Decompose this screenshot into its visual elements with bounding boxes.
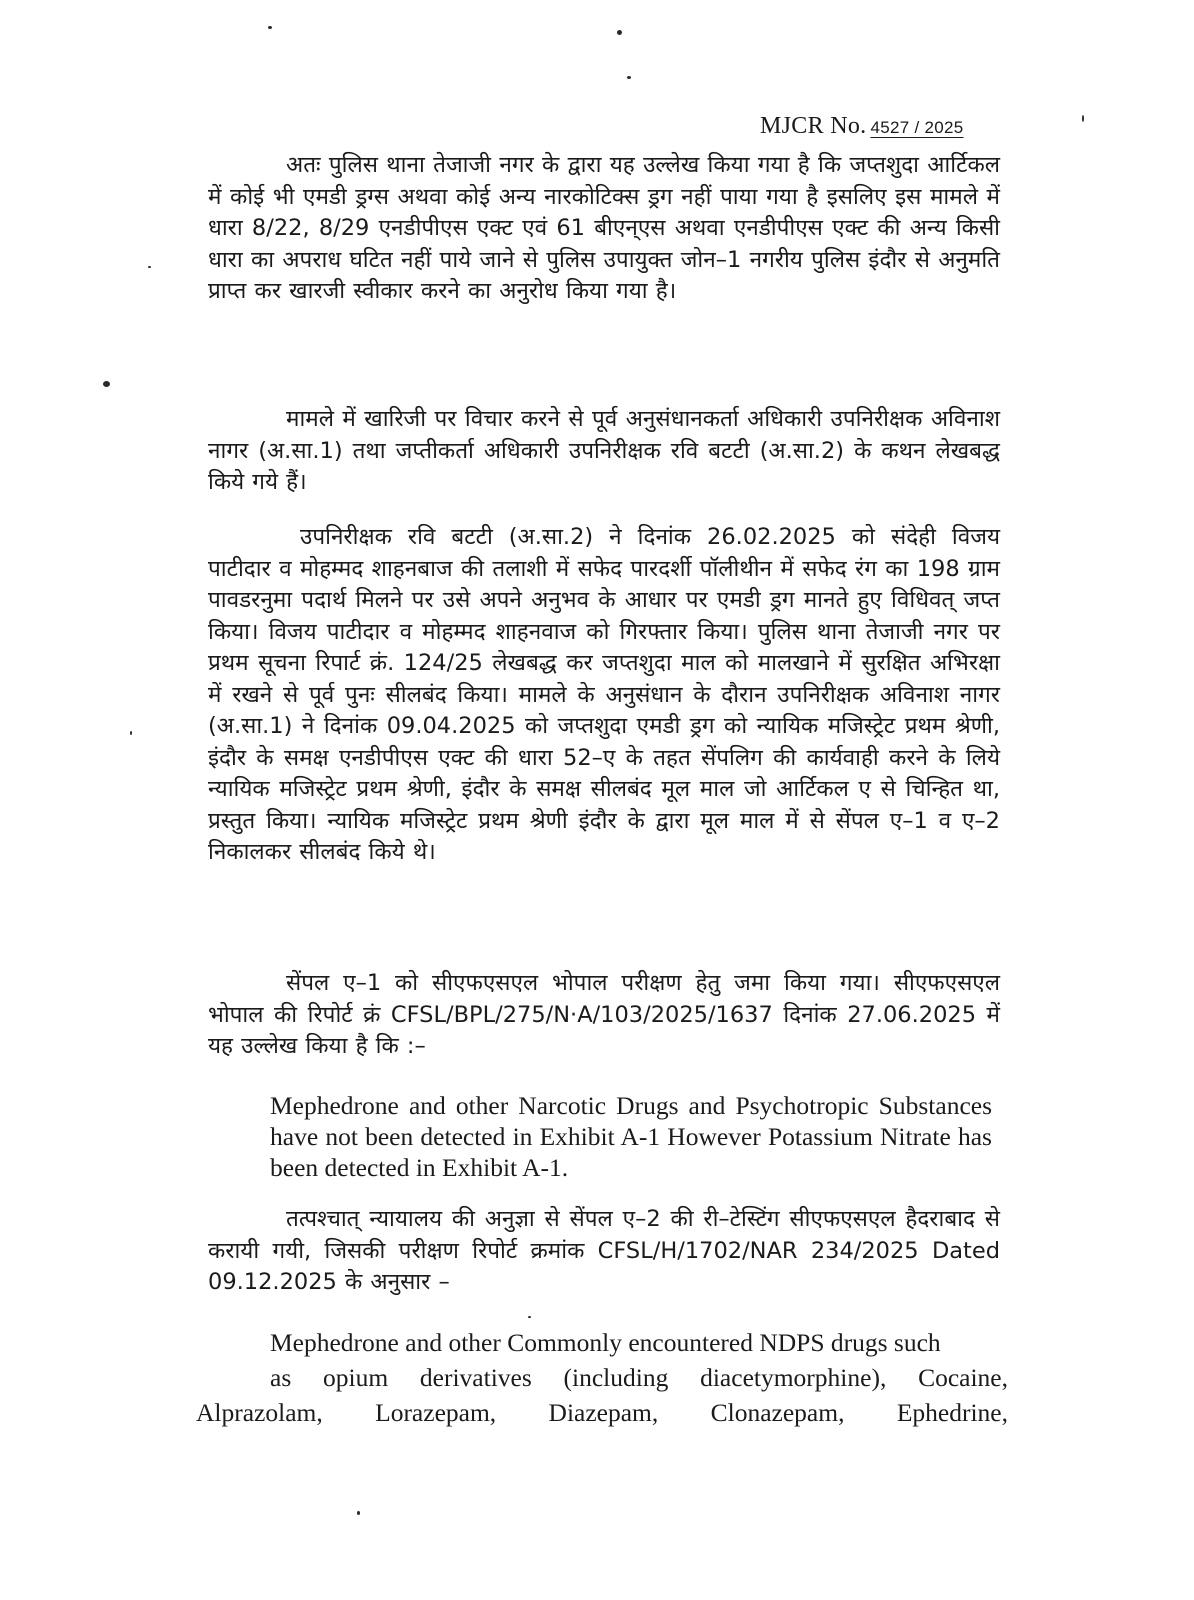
scan-speck — [617, 30, 622, 35]
paragraph-seizure-details: उपनिरीक्षक रवि बटटी (अ.सा.2) ने दिनांक 26.02.2025 को संदेही विजय पाटीदार व मोहम्मद शाहनबाज की तलाशी में सफेद पारदर्शी पॉलीथीन में सफेद रंग का 198 ग्राम पावडरनुमा पदार्थ मिलने पर उसे अपने अनुभव के आधार पर एमडी ड्रग मानते हुए विधिवत् जप्त किया। विजय पाटीदार व मोहम्मद शाहनवाज को गिरफ्तार किया। पुलिस थाना तेजाजी नगर पर प्रथम सूचना रिपार्ट क्रं. 124/25 लेखबद्ध कर जप्तशुदा माल को मालखाने में सुरक्षित अभिरक्षा में रखने से पूर्व पुनः सीलबंद किया। मामले के अनुसंधान के दौरान उपनिरीक्षक अविनाश नागर (अ.सा.1) ने दिनांक 09.04.2025 को जप्तशुदा एमडी ड्रग को न्यायिक मजिस्ट्रेट प्रथम श्रेणी, इंदौर के समक्ष एनडीपीएस एक्ट की धारा 52–ए के तहत सेंपलिग की कार्यवाही करने के लिये न्यायिक मजिस्ट्रेट प्रथम श्रेणी, इंदौर के समक्ष सीलबंद मूल माल जो आर्टिकल ए से चिन्हित था, प्रस्तुत किया। न्यायिक मजिस्ट्रेट प्रथम श्रेणी इंदौर के द्वारा मूल माल में से सेंपल ए–1 व ए–2 निकालकर सीलबंद किये थे। — [208, 524, 1000, 865]
paragraph-cfsl-hyderabad: तत्पश्चात् न्यायालय की अनुज्ञा से सेंपल ए–2 की री–टेस्टिंग सीएफएसएल हैदराबाद से करायी गयी, जिसकी परीक्षण रिपोर्ट क्रमांक CFSL/H/1702/NAR 234/2025 Dated 09.12.2025 के अनुसार – — [208, 1206, 1000, 1295]
quote-line: Alprazolam, Lorazepam, Diazepam, Clonazepam, Ephedrine, — [196, 1398, 1008, 1427]
scan-speck — [130, 731, 132, 735]
scan-speck — [627, 76, 631, 79]
case-number-label: MJCR No. — [760, 113, 867, 139]
scan-speck — [1082, 115, 1084, 122]
paragraph-cfsl-bhopal: सेंपल ए–1 को सीएफएसएल भोपाल परीक्षण हेतु जमा किया गया। सीएफएसएल भोपाल की रिपोर्ट क्रं CFSL/BPL/275/N·A/103/2025/1637 दिनांक 27.06.2025 में यह उल्लेख किया है कि :– — [208, 970, 1000, 1059]
case-number — [760, 113, 1020, 140]
quote-line: as opium derivatives (including diacetymorphine), Cocaine, — [270, 1363, 1008, 1392]
quote-cfsl-hyderabad-result — [196, 1325, 1008, 1430]
scan-speck — [357, 1511, 360, 1515]
quote-cfsl-bhopal-result: Mephedrone and other Narcotic Drugs and Psychotropic Substances have not been detected in Exhibit A-1 However Potassium Nitrate has been detected in Exhibit A-1. — [270, 1091, 992, 1182]
quote-line: Mephedrone and other Commonly encountered NDPS drugs such — [270, 1328, 941, 1357]
scan-speck — [268, 26, 272, 29]
scan-speck — [103, 381, 110, 387]
scan-speck — [528, 1316, 531, 1318]
paragraph-statements: मामले में खारिजी पर विचार करने से पूर्व अनुसंधानकर्ता अधिकारी उपनिरीक्षक अविनाश नागर (अ.सा.1) तथा जप्तीकर्ता अधिकारी उपनिरीक्षक रवि बटटी (अ.सा.2) के कथन लेखबद्ध किये गये हैं। — [208, 406, 1000, 495]
paragraph-dismissal-request: अतः पुलिस थाना तेजाजी नगर के द्वारा यह उल्लेख किया गया है कि जप्तशुदा आर्टिकल में कोई भी एमडी ड्रग्स अथवा कोई अन्य नारकोटिक्स ड्रग नहीं पाया गया है इसलिए इस मामले में धारा 8/22, 8/29 एनडीपीएस एक्ट एवं 61 बीएन्‌एस अथवा एनडीपीएस एक्ट की अन्य किसी धारा का अपराध घटित नहीं पाये जाने से पुलिस उपायुक्त जोन–1 नगरीय पुलिस इंदौर से अनुमति प्राप्त कर खारजी स्वीकार करने का अनुरोध किया गया है। — [208, 152, 1000, 304]
scan-speck — [148, 266, 151, 268]
case-number-value: 4527 / 2025 — [870, 118, 964, 137]
